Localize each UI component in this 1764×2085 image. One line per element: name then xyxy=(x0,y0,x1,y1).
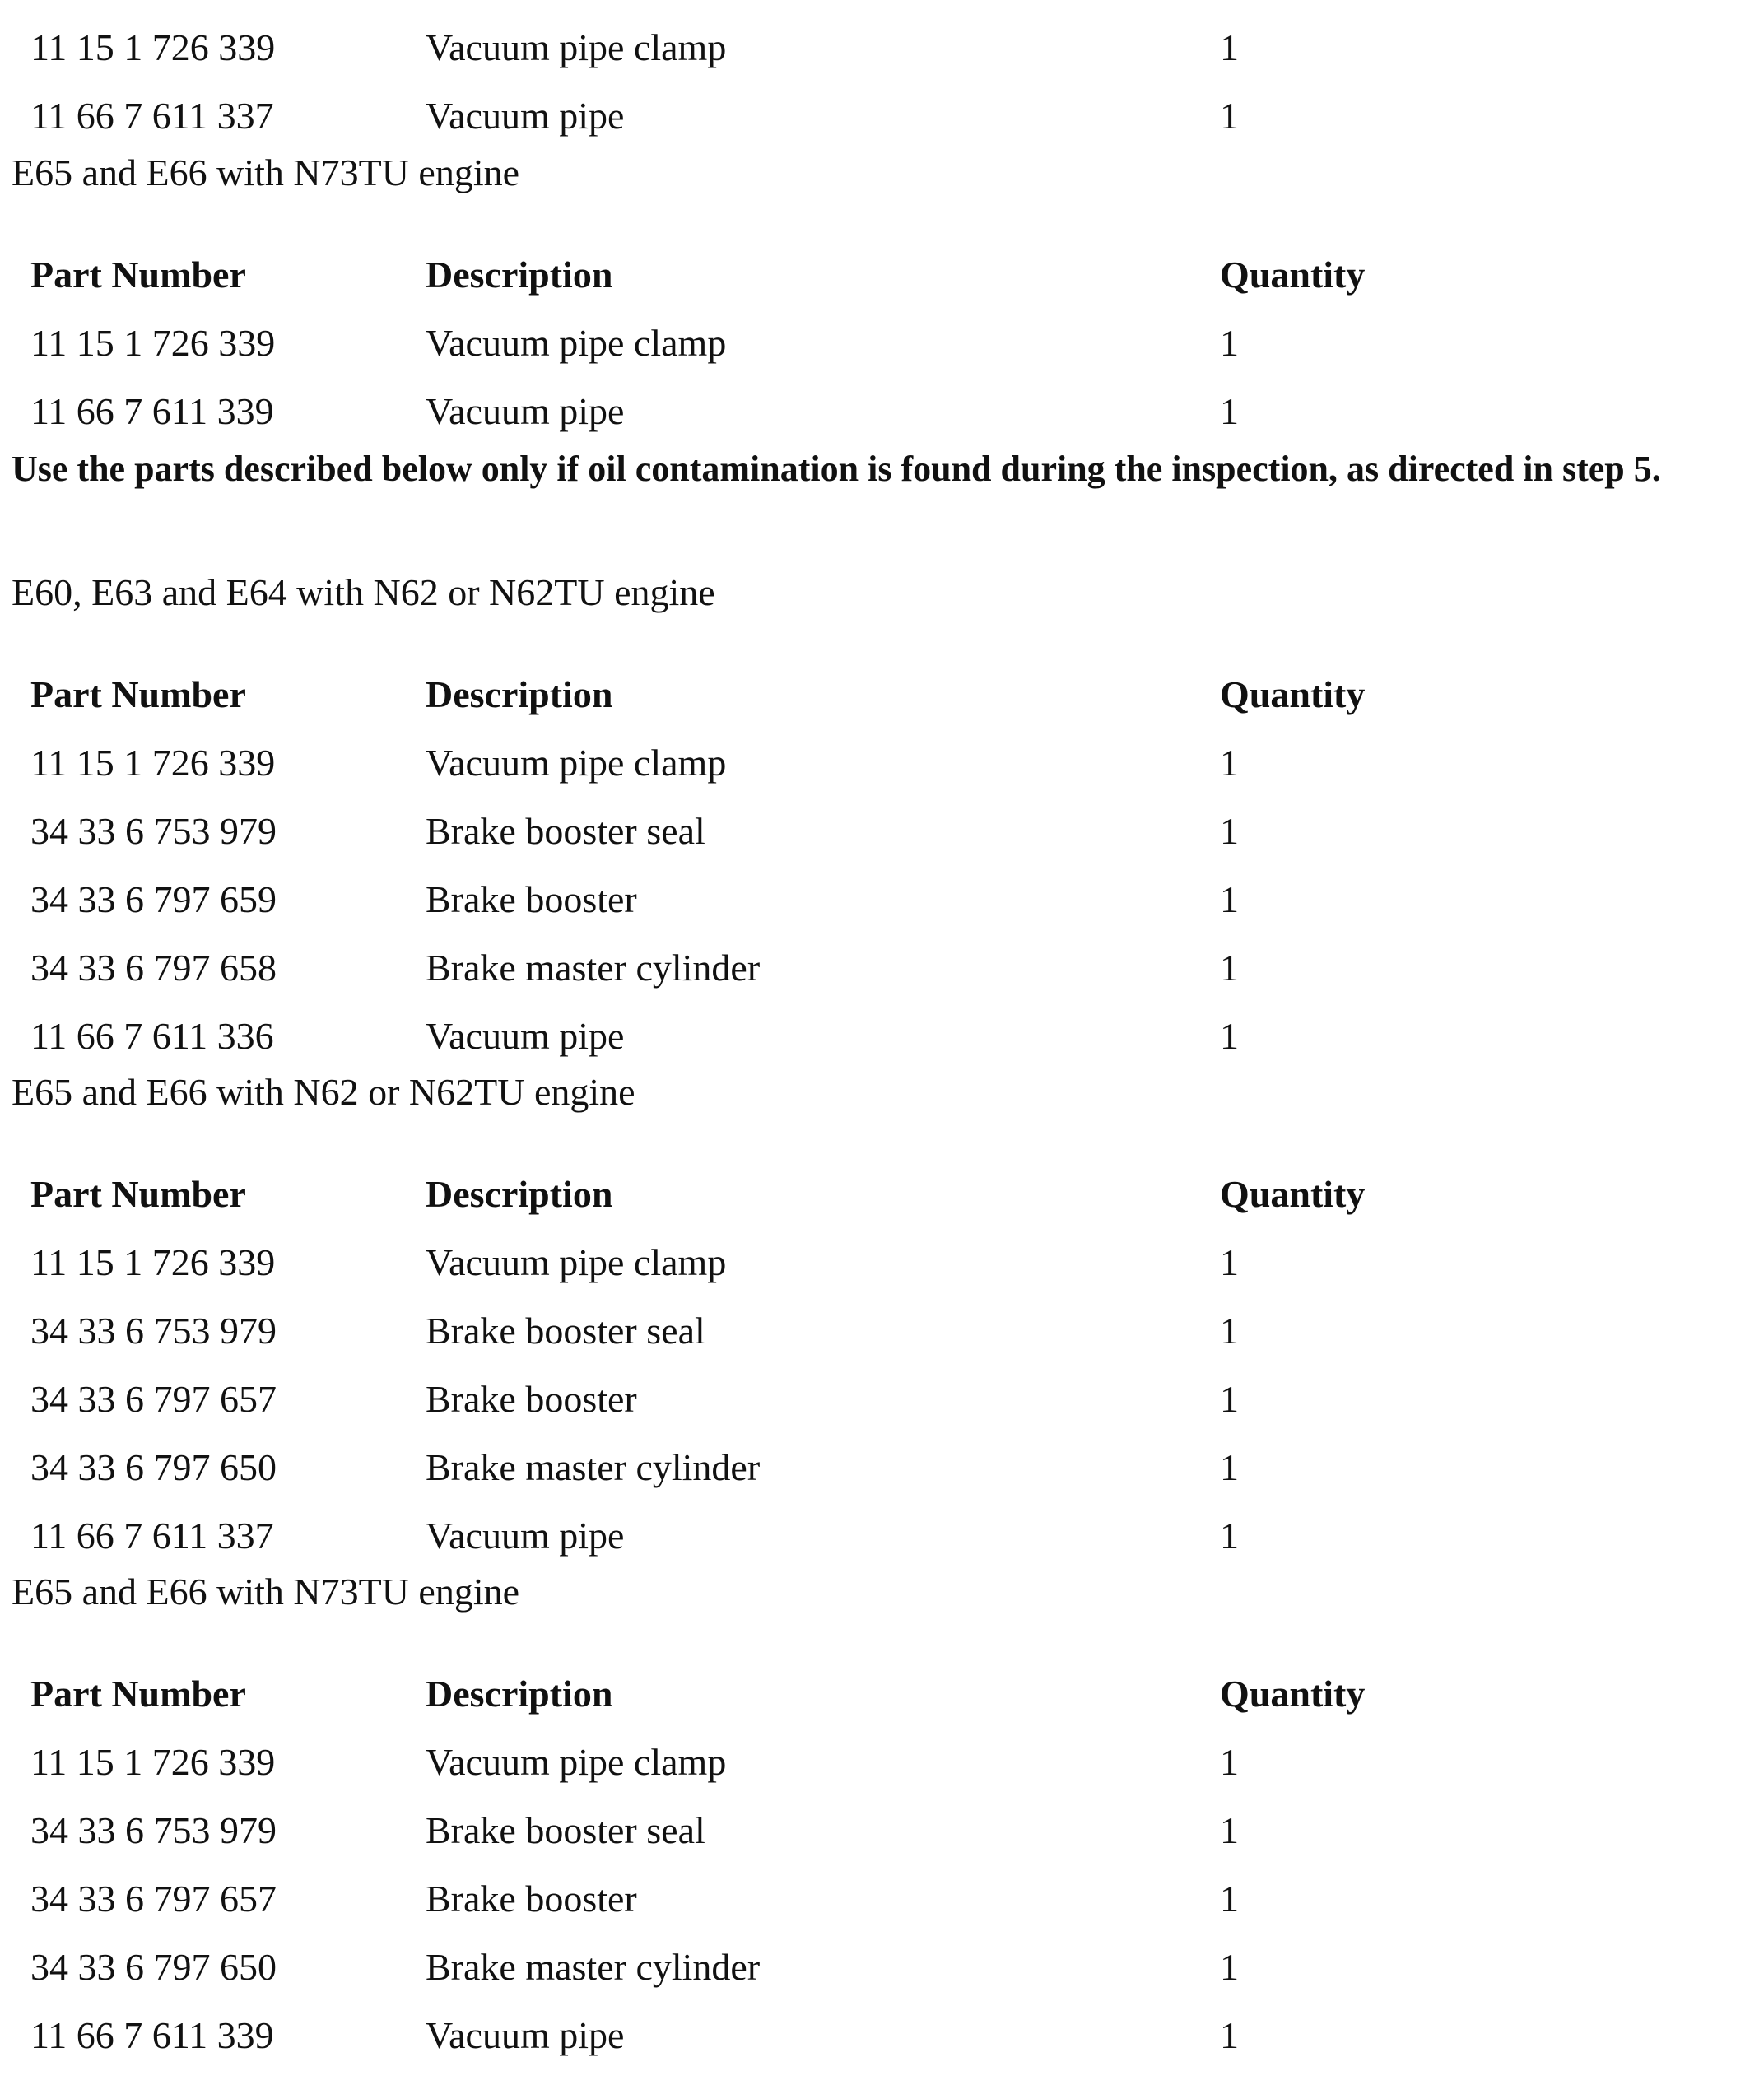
table-row xyxy=(0,1438,1764,1497)
header-quantity: Quantity xyxy=(1220,254,1366,296)
description-cell: Brake booster seal xyxy=(426,1809,705,1851)
part-number-cell: 11 66 7 611 337 xyxy=(30,95,274,137)
header-description: Description xyxy=(426,1173,613,1215)
part-number-cell: 11 15 1 726 339 xyxy=(30,742,276,784)
part-number-cell: 34 33 6 797 650 xyxy=(30,1446,277,1488)
part-number-cell: 34 33 6 797 657 xyxy=(30,1878,277,1920)
description-cell: Vacuum pipe clamp xyxy=(426,26,727,68)
quantity-cell: 1 xyxy=(1220,742,1239,784)
part-number-cell: 34 33 6 753 979 xyxy=(30,810,277,852)
table-row xyxy=(0,2006,1764,2065)
table-row xyxy=(0,733,1764,793)
table-row xyxy=(0,18,1764,77)
part-number-cell: 11 66 7 611 336 xyxy=(30,1015,274,1057)
header-quantity: Quantity xyxy=(1220,1173,1366,1215)
table-row xyxy=(0,1233,1764,1292)
section-caption: E60, E63 and E64 with N62 or N62TU engine xyxy=(12,571,715,613)
part-number-cell: 34 33 6 753 979 xyxy=(30,1809,277,1851)
part-number-cell: 11 15 1 726 339 xyxy=(30,1241,276,1283)
part-number-cell: 11 15 1 726 339 xyxy=(30,1741,276,1783)
header-description: Description xyxy=(426,1673,613,1715)
description-cell: Brake booster seal xyxy=(426,810,705,852)
description-cell: Vacuum pipe clamp xyxy=(426,1241,727,1283)
table-row xyxy=(0,1370,1764,1429)
description-cell: Vacuum pipe clamp xyxy=(426,1741,727,1783)
quantity-cell: 1 xyxy=(1220,390,1239,432)
description-cell: Vacuum pipe xyxy=(426,390,625,432)
description-cell: Vacuum pipe xyxy=(426,95,625,137)
part-number-cell: 34 33 6 753 979 xyxy=(30,1310,277,1352)
description-cell: Vacuum pipe clamp xyxy=(426,322,727,364)
quantity-cell: 1 xyxy=(1220,1378,1239,1420)
description-cell: Brake booster seal xyxy=(426,1310,705,1352)
quantity-cell: 1 xyxy=(1220,1741,1239,1783)
quantity-cell: 1 xyxy=(1220,322,1239,364)
section-caption: E65 and E66 with N73TU engine xyxy=(12,1571,520,1613)
table-row xyxy=(0,1938,1764,1997)
description-cell: Vacuum pipe xyxy=(426,1515,625,1557)
header-part-number: Part Number xyxy=(30,254,246,296)
quantity-cell: 1 xyxy=(1220,878,1239,920)
quantity-cell: 1 xyxy=(1220,947,1239,989)
description-cell: Vacuum pipe clamp xyxy=(426,742,727,784)
table-row xyxy=(0,1801,1764,1860)
header-description: Description xyxy=(426,673,613,715)
table-row xyxy=(0,1869,1764,1929)
quantity-cell: 1 xyxy=(1220,1015,1239,1057)
table-row xyxy=(0,86,1764,146)
table-row xyxy=(0,1506,1764,1566)
description-cell: Brake master cylinder xyxy=(426,947,761,989)
quantity-cell: 1 xyxy=(1220,810,1239,852)
header-part-number: Part Number xyxy=(30,1673,246,1715)
quantity-cell: 1 xyxy=(1220,1515,1239,1557)
part-number-cell: 11 15 1 726 339 xyxy=(30,322,276,364)
description-cell: Brake master cylinder xyxy=(426,1446,761,1488)
part-number-cell: 34 33 6 797 650 xyxy=(30,1946,277,1988)
header-quantity: Quantity xyxy=(1220,1673,1366,1715)
quantity-cell: 1 xyxy=(1220,1446,1239,1488)
table-row xyxy=(0,1007,1764,1066)
quantity-cell: 1 xyxy=(1220,26,1239,68)
part-number-cell: 34 33 6 797 659 xyxy=(30,878,277,920)
header-part-number: Part Number xyxy=(30,1173,246,1215)
part-number-cell: 11 66 7 611 339 xyxy=(30,2014,274,2056)
part-number-cell: 11 15 1 726 339 xyxy=(30,26,276,68)
quantity-cell: 1 xyxy=(1220,1946,1239,1988)
section-caption: E65 and E66 with N62 or N62TU engine xyxy=(12,1071,635,1113)
table-row xyxy=(0,802,1764,861)
quantity-cell: 1 xyxy=(1220,1878,1239,1920)
table-row xyxy=(0,938,1764,998)
description-cell: Brake booster xyxy=(426,1378,637,1420)
description-cell: Brake booster xyxy=(426,1878,637,1920)
description-cell: Vacuum pipe xyxy=(426,1015,625,1057)
header-description: Description xyxy=(426,254,613,296)
header-quantity: Quantity xyxy=(1220,673,1366,715)
table-header-row xyxy=(0,245,1764,305)
table-row xyxy=(0,870,1764,929)
quantity-cell: 1 xyxy=(1220,1241,1239,1283)
table-header-row xyxy=(0,1165,1764,1224)
description-cell: Vacuum pipe xyxy=(426,2014,625,2056)
description-cell: Brake booster xyxy=(426,878,637,920)
part-number-cell: 34 33 6 797 658 xyxy=(30,947,277,989)
quantity-cell: 1 xyxy=(1220,1310,1239,1352)
part-number-cell: 11 66 7 611 339 xyxy=(30,390,274,432)
section-caption: E65 and E66 with N73TU engine xyxy=(12,151,520,193)
quantity-cell: 1 xyxy=(1220,1809,1239,1851)
table-row xyxy=(0,382,1764,441)
oil-contamination-note: Use the parts described below only if oil contamination is found during the inspection, as directed in step 5. xyxy=(12,449,1661,489)
part-number-cell: 34 33 6 797 657 xyxy=(30,1378,277,1420)
description-cell: Brake master cylinder xyxy=(426,1946,761,1988)
table-row xyxy=(0,1301,1764,1361)
quantity-cell: 1 xyxy=(1220,2014,1239,2056)
table-row xyxy=(0,314,1764,373)
part-number-cell: 11 66 7 611 337 xyxy=(30,1515,274,1557)
quantity-cell: 1 xyxy=(1220,95,1239,137)
header-part-number: Part Number xyxy=(30,673,246,715)
table-header-row xyxy=(0,665,1764,724)
table-header-row xyxy=(0,1664,1764,1724)
table-row xyxy=(0,1733,1764,1792)
